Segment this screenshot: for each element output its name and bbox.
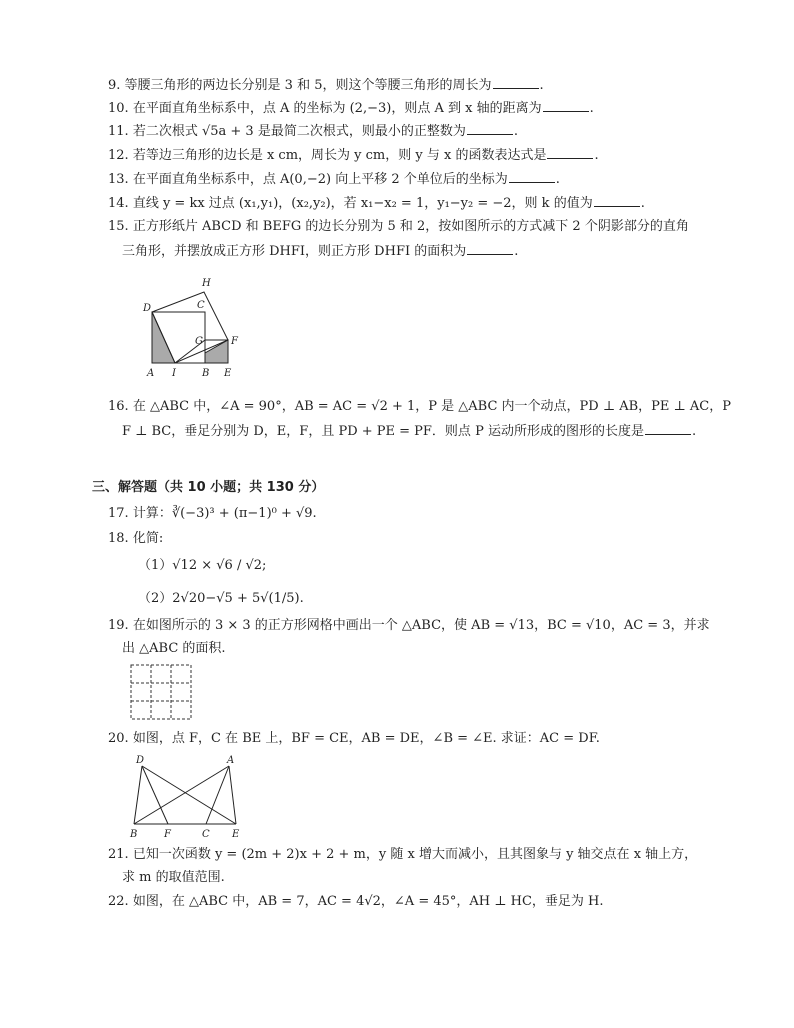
question-number: 11. <box>108 124 129 139</box>
segment-df <box>142 766 168 824</box>
question-18-part-2: （2）2√20−√5 + 5√(1/5). <box>138 591 304 606</box>
label-A: A <box>147 368 155 379</box>
question-number: 19. <box>108 618 129 633</box>
figure-20-triangles <box>126 752 250 840</box>
answer-blank[interactable] <box>467 242 513 255</box>
question-text: 已知一次函数 y = (2m + 2)x + 2 + m，y 随 x 增大而减小，且其图象与 y 轴交点在 x 轴上方， <box>132 847 698 862</box>
label-H: H <box>202 278 211 289</box>
question-21-cont <box>122 869 225 887</box>
answer-blank[interactable] <box>543 99 589 112</box>
label-B: B <box>202 368 210 379</box>
answer-blank[interactable] <box>547 146 593 159</box>
question-21 <box>108 846 697 864</box>
section-heading: 三、解答题（共 10 小题；共 130 分） <box>92 480 325 495</box>
question-18 <box>108 530 163 548</box>
question-number: 22. <box>108 894 129 909</box>
segment-ac <box>206 766 229 824</box>
question-text: 在平面直角坐标系中，点 A 的坐标为 (2,−3)，则点 A 到 x 轴的距离为 <box>132 101 542 116</box>
question-19 <box>108 617 710 635</box>
question-text: 求 m 的取值范围. <box>122 870 225 885</box>
label-E: E <box>224 368 232 379</box>
question-text: 在 △ABC 中，∠A = 90°，AB = AC = √2 + 1，P 是 △ABC 内一个动点，PD ⊥ AB，PE ⊥ AC，P <box>132 399 731 414</box>
label-D: D <box>143 303 152 314</box>
segment-ae <box>229 766 236 824</box>
question-number: 17. <box>108 506 129 521</box>
grid-border <box>131 665 191 719</box>
segment-dc <box>142 766 236 824</box>
question-text: 在平面直角坐标系中，点 A(0,−2) 向上平移 2 个单位后的坐标为 <box>132 172 508 187</box>
question-9: 9. 等腰三角形的两边长分别是 3 和 5，则这个等腰三角形的周长为 . <box>108 78 544 93</box>
question-text: 出 △ABC 的面积. <box>122 641 226 656</box>
question-19-cont <box>122 640 226 658</box>
figure-19-grid <box>130 664 194 722</box>
question-text: 直线 y = kx 过点 (x₁,y₁)，(x₂,y₂)，若 x₁−x₂ = 1，y₁−y₂ = −2，则 k 的值为 <box>132 196 593 211</box>
segment-ab <box>134 766 229 824</box>
question-number: 18. <box>108 531 129 546</box>
question-number: 15. <box>108 219 129 234</box>
answer-blank[interactable] <box>645 422 691 435</box>
question-text: 化简: <box>132 531 164 546</box>
answer-blank[interactable] <box>594 194 640 207</box>
label-E: E <box>232 829 240 840</box>
figure-15-squares <box>140 272 250 382</box>
answer-blank[interactable] <box>467 122 513 135</box>
label-C: C <box>202 829 210 840</box>
label-C: C <box>197 300 205 311</box>
label-I: I <box>172 368 176 379</box>
segment-db <box>134 766 142 824</box>
question-10: 10. 在平面直角坐标系中，点 A 的坐标为 (2,−3)，则点 A 到 x 轴的距离为 . <box>108 101 594 116</box>
label-A: A <box>227 755 235 766</box>
shaded-triangle-right <box>205 340 228 363</box>
question-number: 20. <box>108 731 129 746</box>
question-12: 12. 若等边三角形的边长是 x cm，周长为 y cm，则 y 与 x 的函数表达式是 . <box>108 148 599 163</box>
answer-blank[interactable] <box>509 170 555 183</box>
question-text: 计算：∛(−3)³ + (π−1)⁰ + √9. <box>132 506 317 521</box>
label-F: F <box>164 829 171 840</box>
question-number: 16. <box>108 399 129 414</box>
question-16-cont: F ⊥ BC，垂足分别为 D，E，F，且 PD + PE = PF．则点 P 运动所形成的图形的长度是 . <box>122 424 697 439</box>
question-text: 正方形纸片 ABCD 和 BEFG 的边长分别为 5 和 2，按如图所示的方式减下 2 个阴影部分的直角 <box>132 219 689 234</box>
question-number: 13. <box>108 172 129 187</box>
question-14: 14. 直线 y = kx 过点 (x₁,y₁)，(x₂,y₂)，若 x₁−x₂ = 1，y₁−y₂ = −2，则 k 的值为 . <box>108 196 645 211</box>
label-G: G <box>195 336 203 347</box>
question-number: 14. <box>108 196 129 211</box>
question-text: 如图，在 △ABC 中，AB = 7，AC = 4√2，∠A = 45°，AH ⊥ HC，垂足为 H. <box>132 894 604 909</box>
question-text: 如图，点 F，C 在 BE 上，BF = CE，AB = DE，∠B = ∠E. 求证：AC = DF. <box>132 731 600 746</box>
question-number: 21. <box>108 847 129 862</box>
question-number: 10. <box>108 101 129 116</box>
question-20 <box>108 730 600 748</box>
question-text: 等腰三角形的两边长分别是 3 和 5，则这个等腰三角形的周长为 <box>124 78 492 93</box>
question-15 <box>108 218 689 236</box>
question-text: 在如图所示的 3 × 3 的正方形网格中画出一个 △ABC，使 AB = √13，BC = √10，AC = 3，并求 <box>132 618 710 633</box>
question-number: 9. <box>108 78 121 93</box>
question-18-part-1: （1）√12 × √6 / √2; <box>138 558 267 573</box>
label-D: D <box>136 755 145 766</box>
answer-blank[interactable] <box>493 76 539 89</box>
question-17 <box>108 505 317 523</box>
label-F: F <box>231 336 238 347</box>
question-number: 12. <box>108 148 129 163</box>
question-text: 三角形，并摆放成正方形 DHFI，则正方形 DHFI 的面积为 <box>122 244 467 259</box>
question-text: 若二次根式 √5a + 3 是最简二次根式，则最小的正整数为 <box>132 124 466 139</box>
question-22 <box>108 893 604 911</box>
question-text: 若等边三角形的边长是 x cm，周长为 y cm，则 y 与 x 的函数表达式是 <box>132 148 547 163</box>
question-text: F ⊥ BC，垂足分别为 D，E，F，且 PD + PE = PF．则点 P 运动所形成的图形的长度是 <box>122 424 644 439</box>
label-B: B <box>130 829 138 840</box>
question-15-cont: 三角形，并摆放成正方形 DHFI，则正方形 DHFI 的面积为 . <box>122 244 519 259</box>
question-13: 13. 在平面直角坐标系中，点 A(0,−2) 向上平移 2 个单位后的坐标为 . <box>108 172 560 187</box>
question-16 <box>108 398 731 416</box>
question-11: 11. 若二次根式 √5a + 3 是最简二次根式，则最小的正整数为 . <box>108 124 518 139</box>
